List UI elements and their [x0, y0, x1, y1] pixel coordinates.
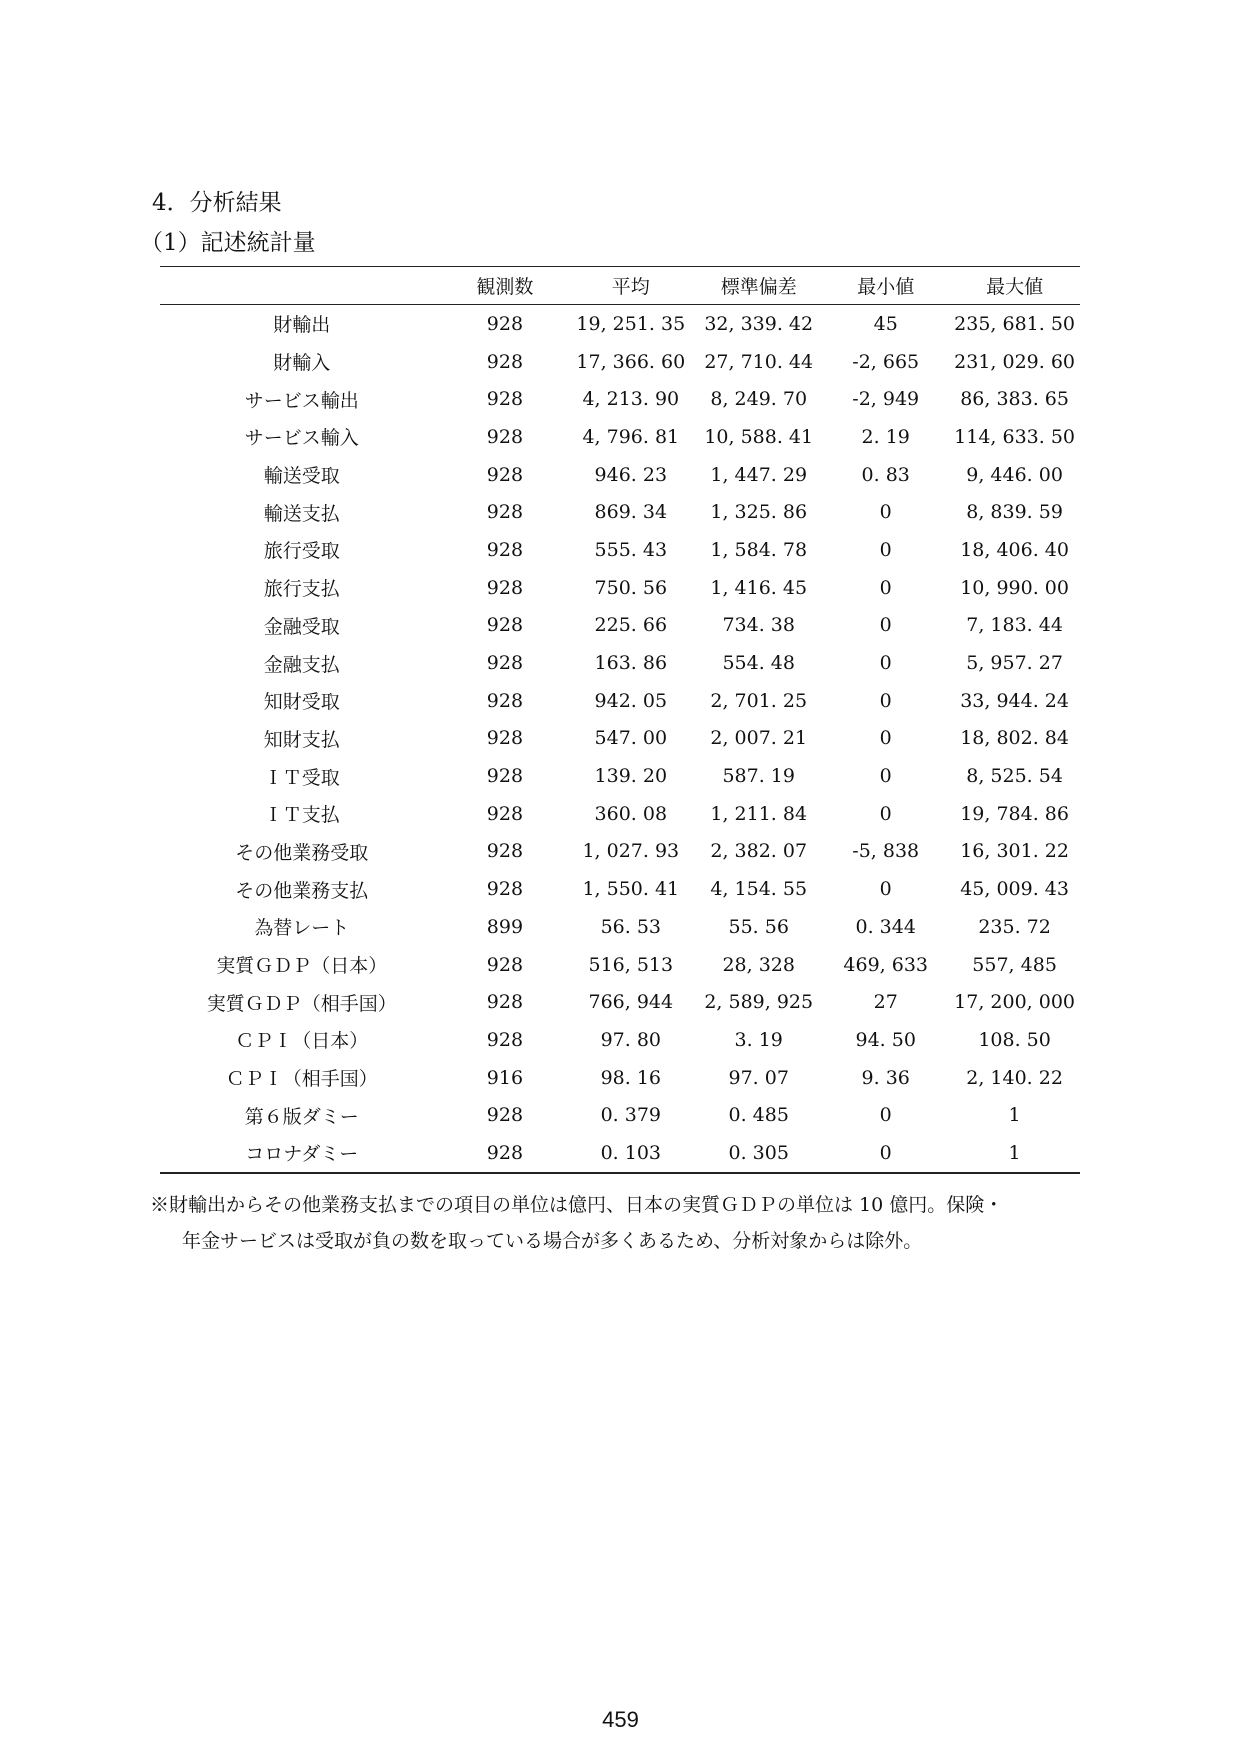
table-cell: 86, 383. 65 — [960, 388, 1069, 411]
row-label: 財輸入 — [273, 352, 331, 375]
table-cell: 4, 154. 55 — [710, 878, 808, 901]
table-cell: 3. 19 — [734, 1028, 783, 1051]
table-cell: 231, 029. 60 — [954, 350, 1076, 373]
row-label: 実質ＧＤＰ（日本） — [216, 955, 388, 978]
table-cell: 0 — [879, 765, 892, 788]
table-cell: 916 — [486, 1066, 524, 1089]
table-cell: 8, 525. 54 — [966, 765, 1063, 788]
row-label: 実質ＧＤＰ（相手国） — [206, 992, 397, 1015]
table-row — [160, 305, 1080, 343]
column-header — [160, 267, 443, 305]
table-row — [160, 908, 1080, 946]
table-cell: 899 — [486, 915, 524, 938]
row-label: ＩＴ支払 — [263, 804, 340, 827]
table-cell: -2, 949 — [852, 388, 920, 411]
table-cell: 928 — [486, 765, 524, 788]
table-row — [160, 531, 1080, 569]
table-cell: 928 — [486, 576, 524, 599]
table-cell: 18, 406. 40 — [960, 538, 1069, 561]
footnote-line-1: ※財輸出からその他業務支払までの項目の単位は億円、日本の実質ＧＤＰの単位は 10 億円。保険・ — [150, 1194, 1004, 1216]
table-cell: 1, 550. 41 — [582, 878, 680, 901]
table-cell: 928 — [486, 425, 524, 448]
table-cell: 97. 07 — [728, 1066, 789, 1089]
table-cell: 0 — [879, 501, 892, 524]
row-label: ＩＴ受取 — [263, 766, 340, 789]
table-cell: -2, 665 — [852, 350, 920, 373]
table-cell: 7, 183. 44 — [966, 614, 1063, 637]
table-cell: 587. 19 — [722, 765, 795, 788]
table-row — [160, 720, 1080, 758]
table-cell: 928 — [486, 1141, 524, 1164]
table-cell: 28, 328 — [722, 953, 795, 976]
table-cell: 1, 325. 86 — [710, 501, 808, 524]
table-cell: 0 — [879, 652, 892, 675]
row-label: 為替レート — [254, 917, 350, 940]
table-cell: 16, 301. 22 — [960, 840, 1069, 863]
table-cell: 9. 36 — [861, 1066, 910, 1089]
table-cell: 555. 43 — [594, 538, 668, 561]
table-cell: 33, 944. 24 — [960, 689, 1069, 712]
table-cell: 235, 681. 50 — [954, 312, 1076, 335]
table-cell: 0 — [879, 727, 892, 750]
table-cell: 27, 710. 44 — [704, 350, 814, 373]
table-cell: 928 — [486, 538, 524, 561]
table-cell: 2, 382. 07 — [710, 840, 808, 863]
table-cell: 928 — [486, 312, 524, 335]
table-cell: 94. 50 — [855, 1028, 916, 1051]
table-row — [160, 1059, 1080, 1097]
table-row — [160, 795, 1080, 833]
table-cell: 869. 34 — [594, 501, 668, 524]
row-label: その他業務受取 — [235, 841, 369, 864]
table-cell: 2, 589, 925 — [704, 991, 814, 1014]
table-cell: 17, 366. 60 — [576, 350, 686, 373]
table-cell: 928 — [486, 802, 524, 825]
table-cell: 0. 83 — [861, 463, 910, 486]
table-cell: 0. 344 — [855, 915, 916, 938]
row-label: サービス輸出 — [244, 389, 359, 412]
table-cell: 98. 16 — [600, 1066, 662, 1089]
footnote — [150, 1187, 1110, 1259]
table-cell: 516, 513 — [588, 953, 674, 976]
table-cell: 2. 19 — [861, 425, 910, 448]
table-cell: 1, 584. 78 — [710, 538, 808, 561]
table-cell: 45, 009. 43 — [960, 878, 1069, 901]
table-cell: 114, 633. 50 — [954, 425, 1076, 448]
table-cell: 2, 140. 22 — [966, 1066, 1063, 1089]
table-cell: 2, 007. 21 — [710, 727, 808, 750]
table-cell: 4, 213. 90 — [582, 388, 680, 411]
table-cell: 108. 50 — [978, 1028, 1051, 1051]
table-cell: 928 — [486, 1104, 524, 1127]
table-cell: 554. 48 — [722, 652, 795, 675]
table-cell: 163. 86 — [594, 652, 668, 675]
row-label: 輸送支払 — [263, 502, 340, 525]
table-row — [160, 946, 1080, 984]
table-cell: 1, 447. 29 — [710, 463, 808, 486]
table-cell: 1 — [1008, 1104, 1021, 1127]
table-cell: 928 — [486, 350, 524, 373]
row-label: その他業務支払 — [235, 879, 369, 902]
table-cell: 55. 56 — [728, 915, 789, 938]
table-row — [160, 456, 1080, 494]
table-cell: 9, 446. 00 — [966, 463, 1063, 486]
section-heading: 4．分析結果 — [152, 190, 282, 216]
table-cell: 928 — [486, 991, 524, 1014]
table-cell: 469, 633 — [843, 953, 929, 976]
table-row — [160, 607, 1080, 645]
table-cell: 0. 485 — [728, 1104, 789, 1127]
table-cell: 942. 05 — [594, 689, 668, 712]
row-label: コロナダミー — [245, 1143, 359, 1166]
table-cell: 0 — [879, 1141, 892, 1164]
row-label: 金融受取 — [263, 615, 340, 638]
table-cell: 0 — [879, 576, 892, 599]
table-cell: 547. 00 — [594, 727, 668, 750]
row-label: 輸送受取 — [263, 465, 340, 488]
table-cell: 928 — [486, 878, 524, 901]
table-cell: 928 — [486, 1028, 524, 1051]
table-cell: 750. 56 — [594, 576, 668, 599]
row-label: ＣＰＩ（日本） — [235, 1030, 369, 1053]
table-row — [160, 343, 1080, 381]
table-cell: 5, 957. 27 — [966, 652, 1063, 675]
table-cell: 27 — [873, 991, 898, 1014]
table-cell: 8, 249. 70 — [710, 388, 808, 411]
table-cell: 928 — [486, 501, 524, 524]
row-label: ＣＰＩ（相手国） — [225, 1068, 378, 1091]
column-header: 最大値 — [986, 276, 1044, 298]
table-cell: 56. 53 — [600, 915, 662, 938]
table-cell: 4, 796. 81 — [582, 425, 680, 448]
column-header: 平均 — [611, 276, 650, 298]
table-cell: 766, 944 — [588, 991, 674, 1014]
descriptive-statistics-table — [160, 266, 1080, 1174]
table-cell: 734. 38 — [722, 614, 795, 637]
footnote-line-2: 年金サービスは受取が負の数を取っている場合が多くあるため、分析対象からは除外。 — [182, 1230, 923, 1252]
table-cell: 0 — [879, 614, 892, 637]
table-row — [160, 418, 1080, 456]
table-cell: 225. 66 — [594, 614, 668, 637]
table-cell: 0. 305 — [728, 1141, 789, 1164]
table-body — [160, 305, 1080, 1173]
table-cell: 0 — [879, 802, 892, 825]
table-cell: 928 — [486, 652, 524, 675]
table-cell: 235. 72 — [978, 915, 1051, 938]
table-cell: 1, 416. 45 — [710, 576, 808, 599]
table-cell: 0. 379 — [600, 1104, 662, 1127]
row-label: 金融支払 — [263, 653, 340, 676]
table-row — [160, 833, 1080, 871]
table-cell: 8, 839. 59 — [966, 501, 1063, 524]
table-row — [160, 493, 1080, 531]
row-label: 第６版ダミー — [244, 1105, 359, 1128]
table-cell: 928 — [486, 614, 524, 637]
row-label: 知財支払 — [263, 728, 340, 751]
table-cell: 1 — [1008, 1141, 1021, 1164]
table-cell: 928 — [486, 463, 524, 486]
page-number: 459 — [602, 1707, 639, 1732]
column-header: 最小値 — [857, 276, 915, 298]
row-label: 旅行受取 — [263, 540, 340, 563]
table-cell: 360. 08 — [594, 802, 668, 825]
table-row — [160, 644, 1080, 682]
header-row — [160, 267, 1080, 305]
table-header — [160, 267, 1080, 305]
table-row — [160, 682, 1080, 720]
column-header: 標準偏差 — [720, 276, 797, 298]
table-row — [160, 569, 1080, 607]
table-cell: 139. 20 — [594, 765, 668, 788]
table-cell: 97. 80 — [600, 1028, 662, 1051]
table-cell: 928 — [486, 953, 524, 976]
table-cell: -5, 838 — [852, 840, 920, 863]
table-cell: 0 — [879, 538, 892, 561]
table-cell: 0 — [879, 878, 892, 901]
table-cell: 946. 23 — [594, 463, 668, 486]
table-cell: 928 — [486, 840, 524, 863]
table-row — [160, 380, 1080, 418]
table-cell: 19, 251. 35 — [576, 312, 686, 335]
column-header: 観測数 — [476, 276, 534, 298]
sub-heading: （1）記述統計量 — [140, 230, 316, 256]
table-cell: 928 — [486, 727, 524, 750]
table-cell: 1, 027. 93 — [582, 840, 680, 863]
table-cell: 2, 701. 25 — [710, 689, 808, 712]
table-cell: 18, 802. 84 — [960, 727, 1069, 750]
row-label: 知財受取 — [263, 691, 340, 714]
table-cell: 0 — [879, 689, 892, 712]
table-row — [160, 1134, 1080, 1173]
table-cell: 19, 784. 86 — [960, 802, 1069, 825]
table-cell: 1, 211. 84 — [710, 802, 808, 825]
table-cell: 17, 200, 000 — [954, 991, 1076, 1014]
table-cell: 928 — [486, 689, 524, 712]
table-row — [160, 983, 1080, 1021]
table-cell: 557, 485 — [972, 953, 1057, 976]
row-label: 旅行支払 — [263, 578, 340, 601]
table-row — [160, 757, 1080, 795]
row-label: 財輸出 — [273, 314, 331, 337]
table-cell: 10, 588. 41 — [704, 425, 814, 448]
row-label: サービス輸入 — [244, 427, 359, 450]
table-cell: 10, 990. 00 — [960, 576, 1069, 599]
table-row — [160, 870, 1080, 908]
table-cell: 45 — [873, 312, 898, 335]
table-cell: 32, 339. 42 — [704, 312, 814, 335]
table-cell: 0. 103 — [600, 1141, 662, 1164]
table-row — [160, 1096, 1080, 1134]
table-row — [160, 1021, 1080, 1059]
table-cell: 928 — [486, 388, 524, 411]
table-cell: 0 — [879, 1104, 892, 1127]
